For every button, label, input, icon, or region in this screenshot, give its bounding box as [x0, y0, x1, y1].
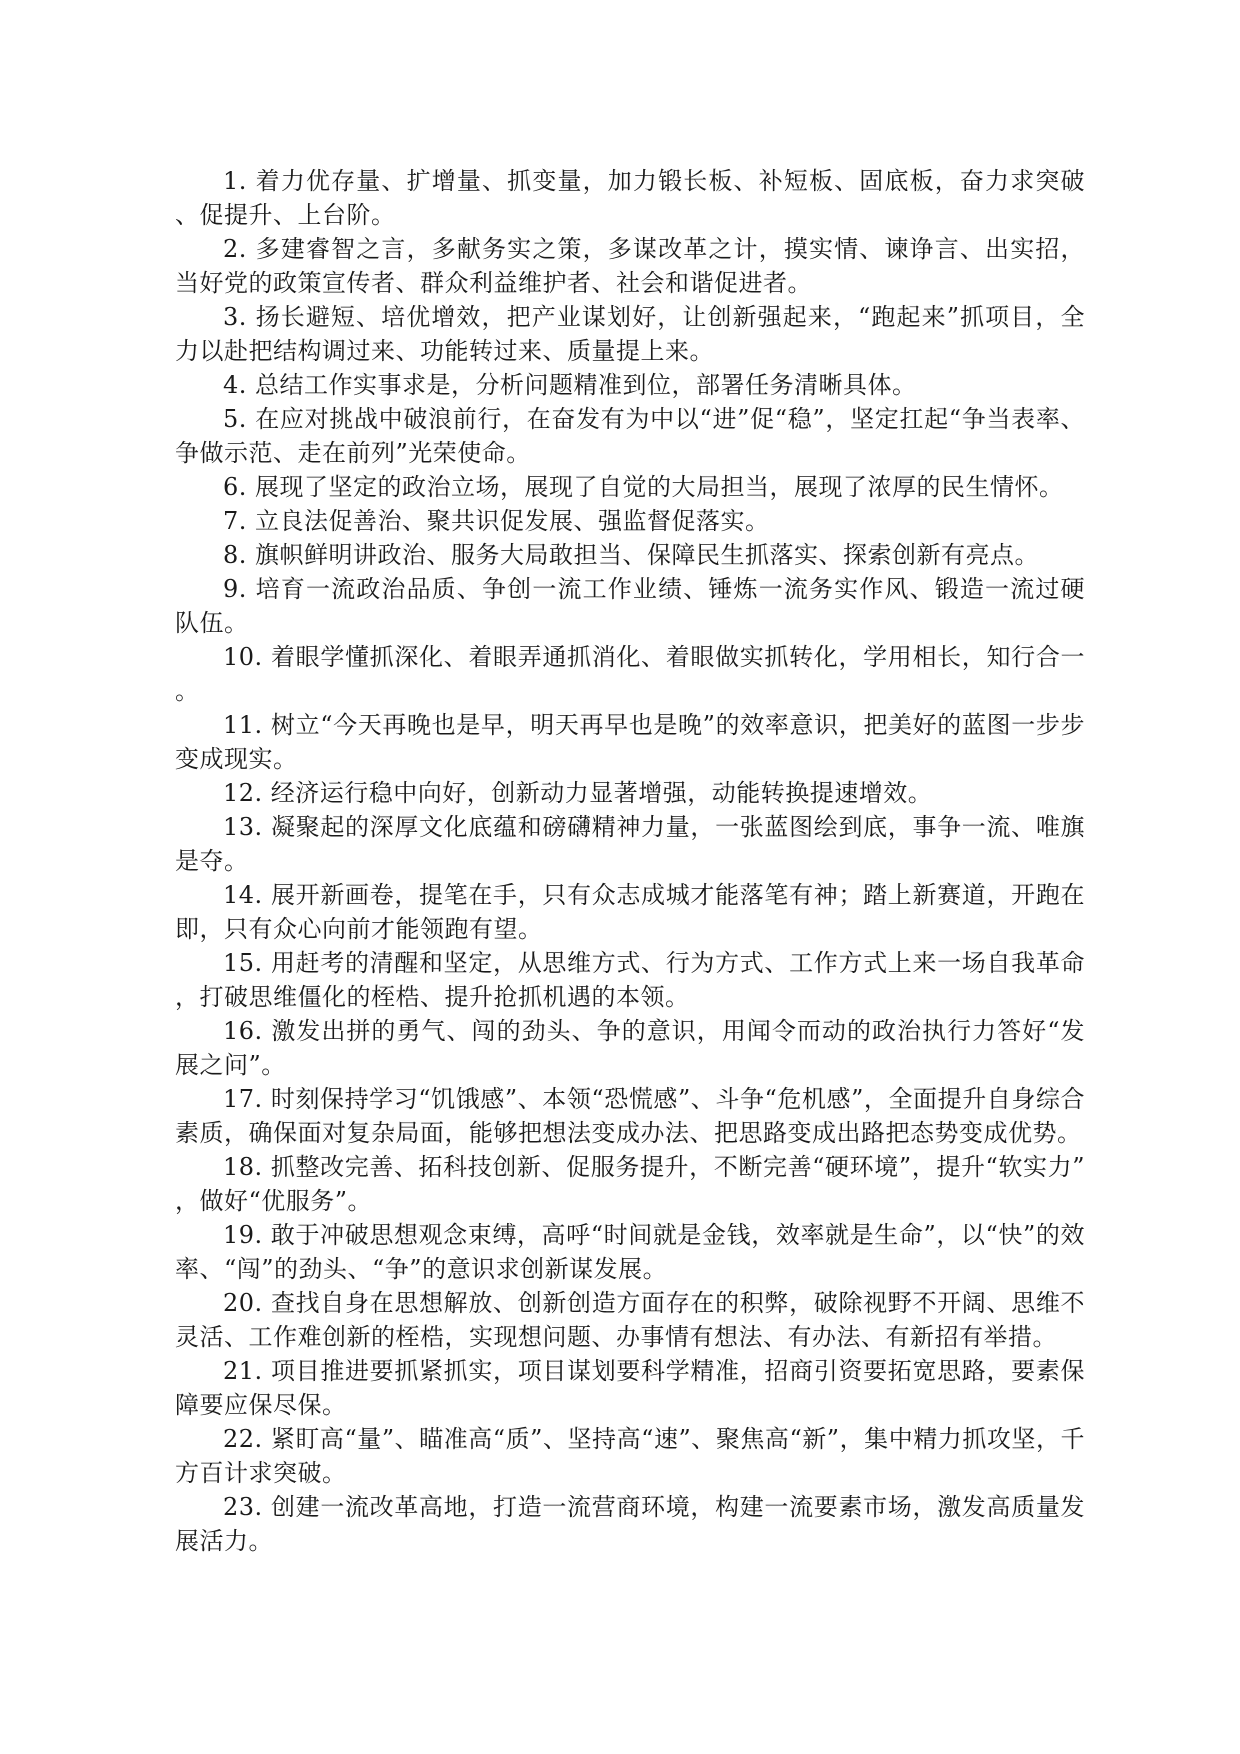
paragraph: 6. 展现了坚定的政治立场，展现了自觉的大局担当，展现了浓厚的民生情怀。 — [223, 473, 1064, 501]
paragraph: 8. 旗帜鲜明讲政治、服务大局敢担当、保障民生抓落实、探索创新有亮点。 — [223, 541, 1040, 569]
paragraph: 9. 培育一流政治品质、争创一流工作业绩、锤炼一流务实作风、锻造一流过硬队伍。 — [175, 575, 1085, 637]
paragraph: 5. 在应对挑战中破浪前行，在奋发有为中以“进”促“稳”，坚定扛起“争当表率、争做示范、走在前列”光荣使命。 — [175, 405, 1085, 467]
document-page — [175, 164, 1085, 1558]
paragraph: 14. 展开新画卷，提笔在手，只有众志成城才能落笔有神；踏上新赛道，开跑在即，只有众心向前才能领跑有望。 — [175, 881, 1085, 943]
paragraph: 22. 紧盯高“量”、瞄准高“质”、坚持高“速”、聚焦高“新”，集中精力抓攻坚，千方百计求突破。 — [175, 1425, 1085, 1487]
paragraph: 23. 创建一流改革高地，打造一流营商环境，构建一流要素市场，激发高质量发展活力。 — [175, 1493, 1085, 1555]
paragraph: 19. 敢于冲破思想观念束缚，高呼“时间就是金钱，效率就是生命”，以“快”的效率、“闯”的劲头、“争”的意识求创新谋发展。 — [175, 1221, 1085, 1283]
paragraph: 17. 时刻保持学习“饥饿感”、本领“恐慌感”、斗争“危机感”，全面提升自身综合素质，确保面对复杂局面，能够把想法变成办法、把思路变成出路把态势变成优势。 — [175, 1085, 1085, 1147]
paragraph: 18. 抓整改完善、拓科技创新、促服务提升，不断完善“硬环境”，提升“软实力”，做好“优服务”。 — [175, 1153, 1085, 1215]
paragraph: 1. 着力优存量、扩增量、抓变量，加力锻长板、补短板、固底板，奋力求突破、促提升、上台阶。 — [175, 167, 1085, 229]
paragraph: 12. 经济运行稳中向好，创新动力显著增强，动能转换提速增效。 — [223, 779, 933, 807]
paragraph: 2. 多建睿智之言，多献务实之策，多谋改革之计，摸实情、谏诤言、出实招，当好党的政策宣传者、群众利益维护者、社会和谐促进者。 — [175, 235, 1085, 297]
paragraph: 15. 用赶考的清醒和坚定，从思维方式、行为方式、工作方式上来一场自我革命，打破思维僵化的桎梏、提升抢抓机遇的本领。 — [175, 949, 1085, 1011]
paragraph: 4. 总结工作实事求是，分析问题精准到位，部署任务清晰具体。 — [223, 371, 917, 399]
paragraph: 3. 扬长避短、培优增效，把产业谋划好，让创新强起来，“跑起来”抓项目，全力以赴把结构调过来、功能转过来、质量提上来。 — [175, 303, 1085, 365]
paragraph: 13. 凝聚起的深厚文化底蕴和磅礴精神力量，一张蓝图绘到底，事争一流、唯旗是夺。 — [175, 813, 1085, 875]
paragraph: 20. 查找自身在思想解放、创新创造方面存在的积弊，破除视野不开阔、思维不灵活、工作难创新的桎梏，实现想问题、办事情有想法、有办法、有新招有举措。 — [175, 1289, 1085, 1351]
paragraph: 21. 项目推进要抓紧抓实，项目谋划要科学精准，招商引资要拓宽思路，要素保障要应保尽保。 — [175, 1357, 1085, 1419]
paragraph: 7. 立良法促善治、聚共识促发展、强监督促落实。 — [223, 507, 770, 535]
paragraph: 10. 着眼学懂抓深化、着眼弄通抓消化、着眼做实抓转化，学用相长，知行合一。 — [175, 643, 1085, 705]
paragraph: 11. 树立“今天再晚也是早，明天再早也是晚”的效率意识，把美好的蓝图一步步变成现实。 — [175, 711, 1085, 773]
paragraph: 16. 激发出拼的勇气、闯的劲头、争的意识，用闻令而动的政治执行力答好“发展之问”。 — [175, 1017, 1085, 1079]
